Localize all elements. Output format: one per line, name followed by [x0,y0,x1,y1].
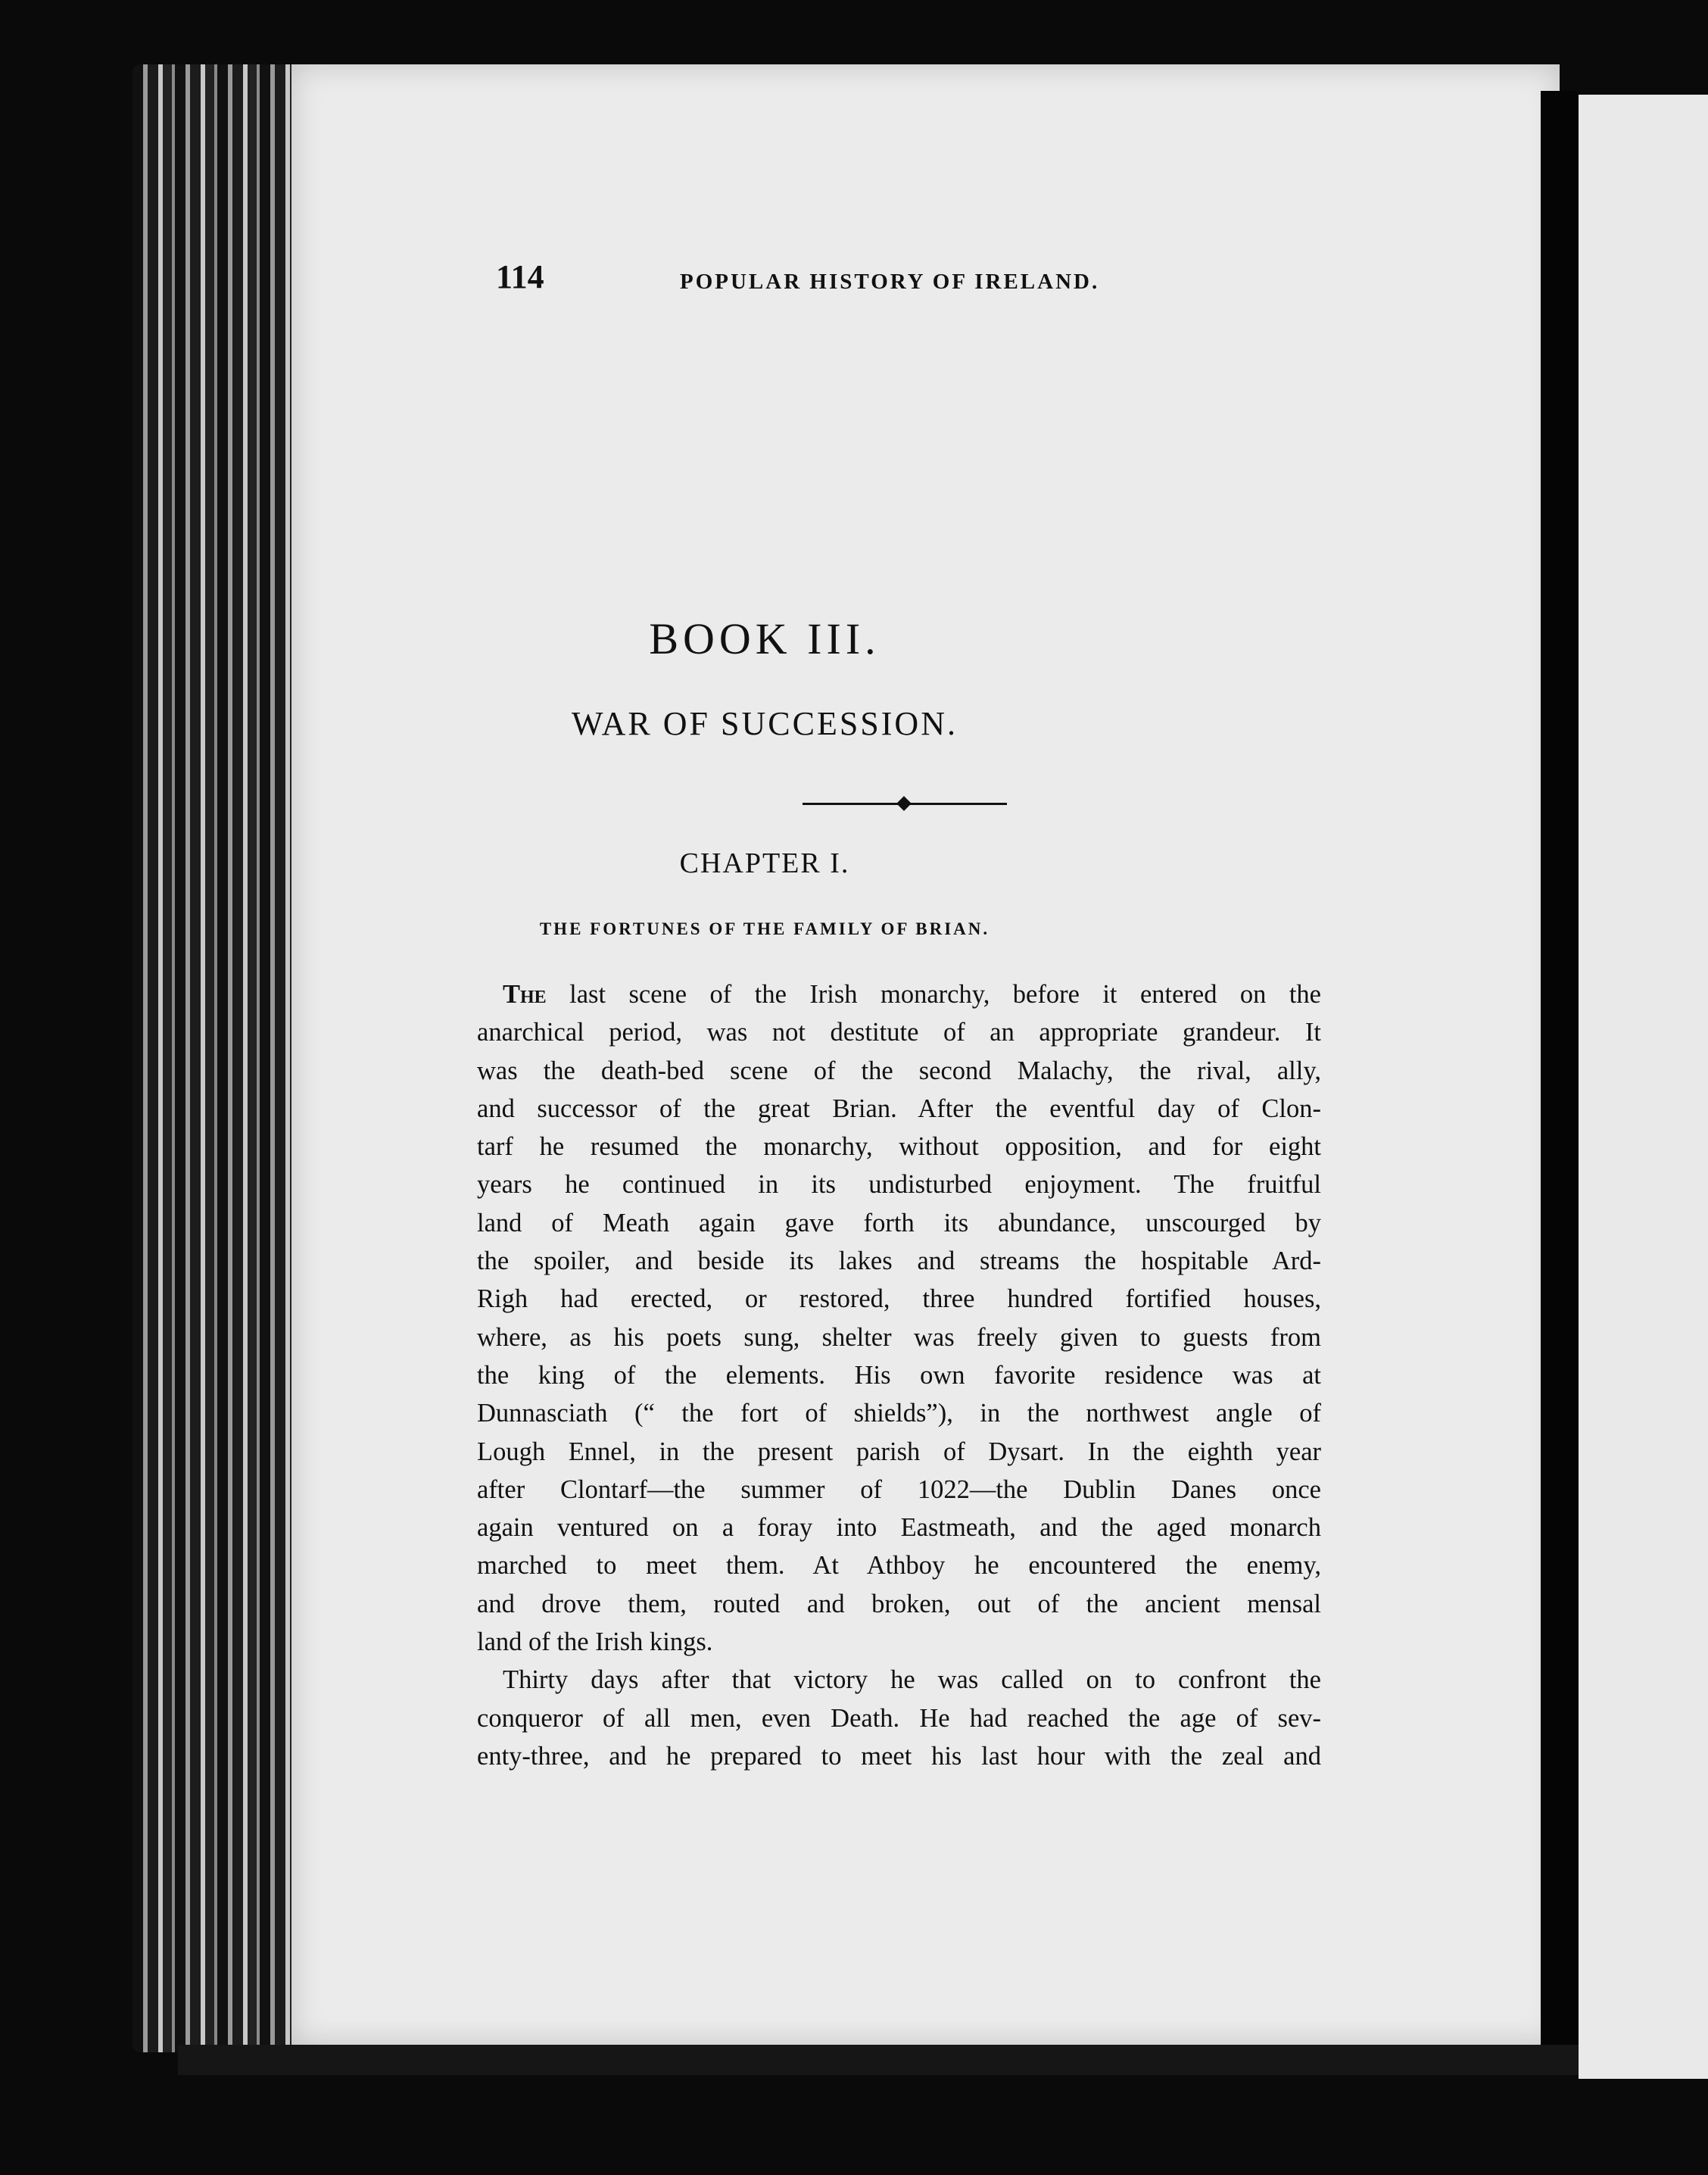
facing-page [1579,95,1708,2079]
text-line: Thirty days after that victory he was called on to confront the [503,1665,1321,1695]
chapter-subtitle: THE FORTUNES OF THE FAMILY OF BRIAN. [539,919,990,938]
ornament-divider [803,797,1007,810]
text-line: Dunnasciath (“ the fort of shields”), in the northwest angle of [477,1399,1321,1428]
text-line: after Clontarf—the summer of 1022—the Dublin Danes once [477,1474,1321,1504]
text-line: years he continued in its undisturbed enjoyment. The fruitful [477,1170,1321,1200]
text-line: The last scene of the Irish monarchy, before it entered on the [503,980,1321,1009]
running-header [496,257,1155,303]
body-text [477,975,1321,1775]
page-bottom-shadow [178,2045,1579,2075]
text-line: where, as his poets sung, shelter was freely given to guests from [477,1322,1321,1352]
text-line: was the death-bed scene of the second Malachy, the rival, ally, [477,1056,1321,1085]
text-line: the spoiler, and beside its lakes and streams the hospitable Ard- [477,1247,1321,1276]
divider-diamond [896,796,912,811]
page-number: 114 [496,258,544,295]
text-line: the king of the elements. His own favorite residence was at [477,1360,1321,1390]
chapter-title: CHAPTER I. [679,847,850,879]
book-title: BOOK III. [649,614,880,663]
text-line: Righ had erected, or restored, three hundred fortified houses, [477,1284,1321,1314]
text-line: Lough Ennel, in the present parish of Dysart. In the eighth year [477,1437,1321,1466]
text-line: conqueror of all men, even Death. He had reached the age of sev- [477,1703,1321,1733]
text-line: enty-three, and he prepared to meet his last hour with the zeal and [477,1741,1321,1771]
book-subtitle: WAR OF SUCCESSION. [572,705,958,742]
text-line: tarf he resumed the monarchy, without opposition, and for eight [477,1132,1321,1162]
text-line: land of the Irish kings. [477,1627,713,1657]
text-line: land of Meath again gave forth its abundance, unscourged by [477,1208,1321,1237]
page-edges [132,64,295,2052]
text-line: and drove them, routed and broken, out of the ancient mensal [477,1589,1321,1618]
text-line: anarchical period, was not destitute of an appropriate grandeur. It [477,1018,1321,1047]
text-line: marched to meet them. At Athboy he encountered the enemy, [477,1551,1321,1581]
book-gutter [1541,91,1579,2075]
running-title: POPULAR HISTORY OF IRELAND. [680,270,1100,294]
drop-word: The [503,980,547,1009]
text-line: again ventured on a foray into Eastmeath, and the aged monarch [477,1513,1321,1543]
text-line: and successor of the great Brian. After the eventful day of Clon- [477,1094,1321,1123]
